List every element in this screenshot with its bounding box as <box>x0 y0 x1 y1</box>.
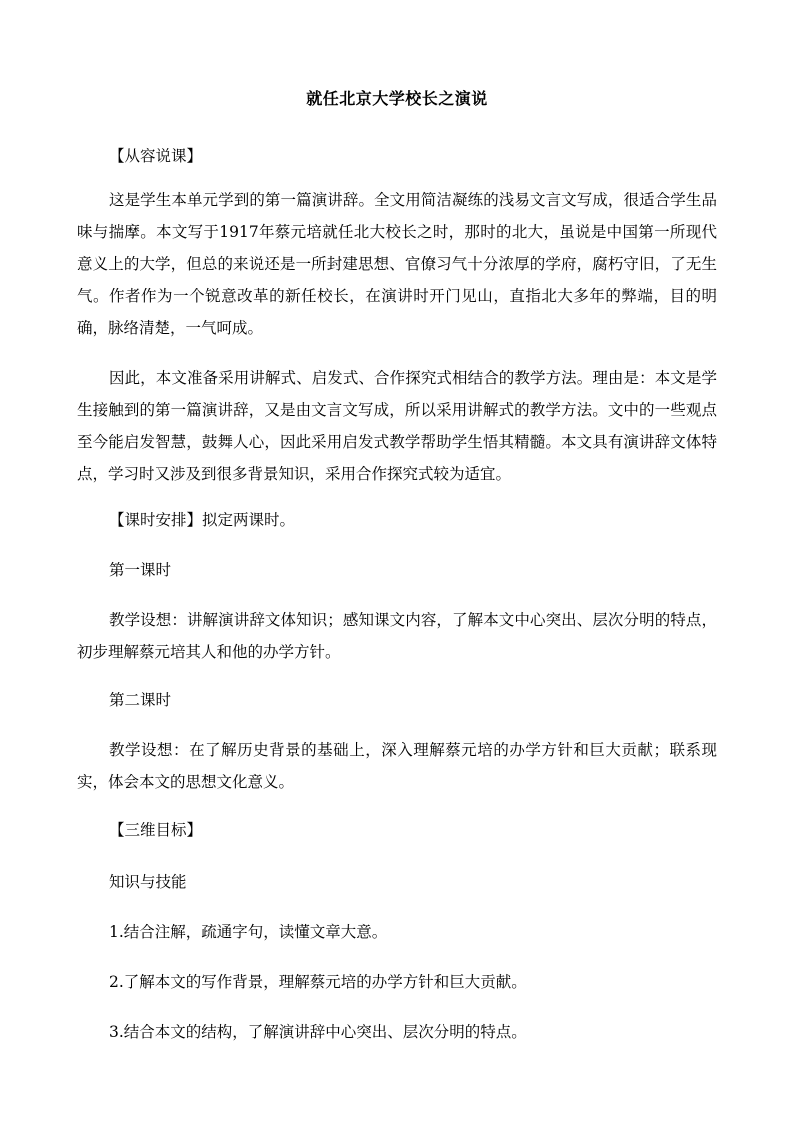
schedule-line: 【课时安排】拟定两课时。 <box>109 511 296 529</box>
lesson-one-text: 教学设想：讲解演讲辞文体知识；感知课文内容，了解本文中心突出、层次分明的特点，初步理解蔡元培其人和他的办学方针。 <box>77 611 717 661</box>
knowledge-heading: 知识与技能 <box>109 873 187 891</box>
goal-item-2: 2.了解本文的写作背景，理解蔡元培的办学方针和巨大贡献。 <box>109 973 527 991</box>
lesson-two-text: 教学设想：在了解历史背景的基础上，深入理解蔡元培的办学方针和巨大贡献；联系现实，体会本文的思想文化意义。 <box>77 741 717 791</box>
section-heading-goals: 【三维目标】 <box>109 821 203 839</box>
paragraph-intro: 这是学生本单元学到的第一篇演讲辞。全文用简洁凝练的浅易文言文写成，很适合学生品味与揣摩。本文写于1917年蔡元培就任北大校长之时，那时的北大，虽说是中国第一所现代意义上的大学，但总的来说还是一所封建思想、官僚习气十分浓厚的学府，腐朽守旧，了无生气。作者作为一个锐意改革的新任校长，在演讲时开门见山，直指北大多年的弊端，目的明确，脉络清楚，一气呵成。 <box>77 191 717 337</box>
document-title: 就任北京大学校长之演说 <box>306 89 488 108</box>
section-heading-congrong: 【从容说课】 <box>109 147 203 165</box>
paragraph-method: 因此，本文准备采用讲解式、启发式、合作探究式相结合的教学方法。理由是：本文是学生接触到的第一篇演讲辞，又是由文言文写成，所以采用讲解式的教学方法。文中的一些观点至今能启发智慧，鼓舞人心，因此采用启发式教学帮助学生悟其精髓。本文具有演讲辞文体特点，学习时又涉及到很多背景知识，采用合作探究式较为适宜。 <box>77 369 717 483</box>
lesson-one-heading: 第一课时 <box>109 561 172 579</box>
lesson-two-heading: 第二课时 <box>109 691 172 709</box>
goal-item-1: 1.结合注解，疏通字句，读懂文章大意。 <box>109 923 388 941</box>
goal-item-3: 3.结合本文的结构，了解演讲辞中心突出、层次分明的特点。 <box>109 1023 527 1041</box>
